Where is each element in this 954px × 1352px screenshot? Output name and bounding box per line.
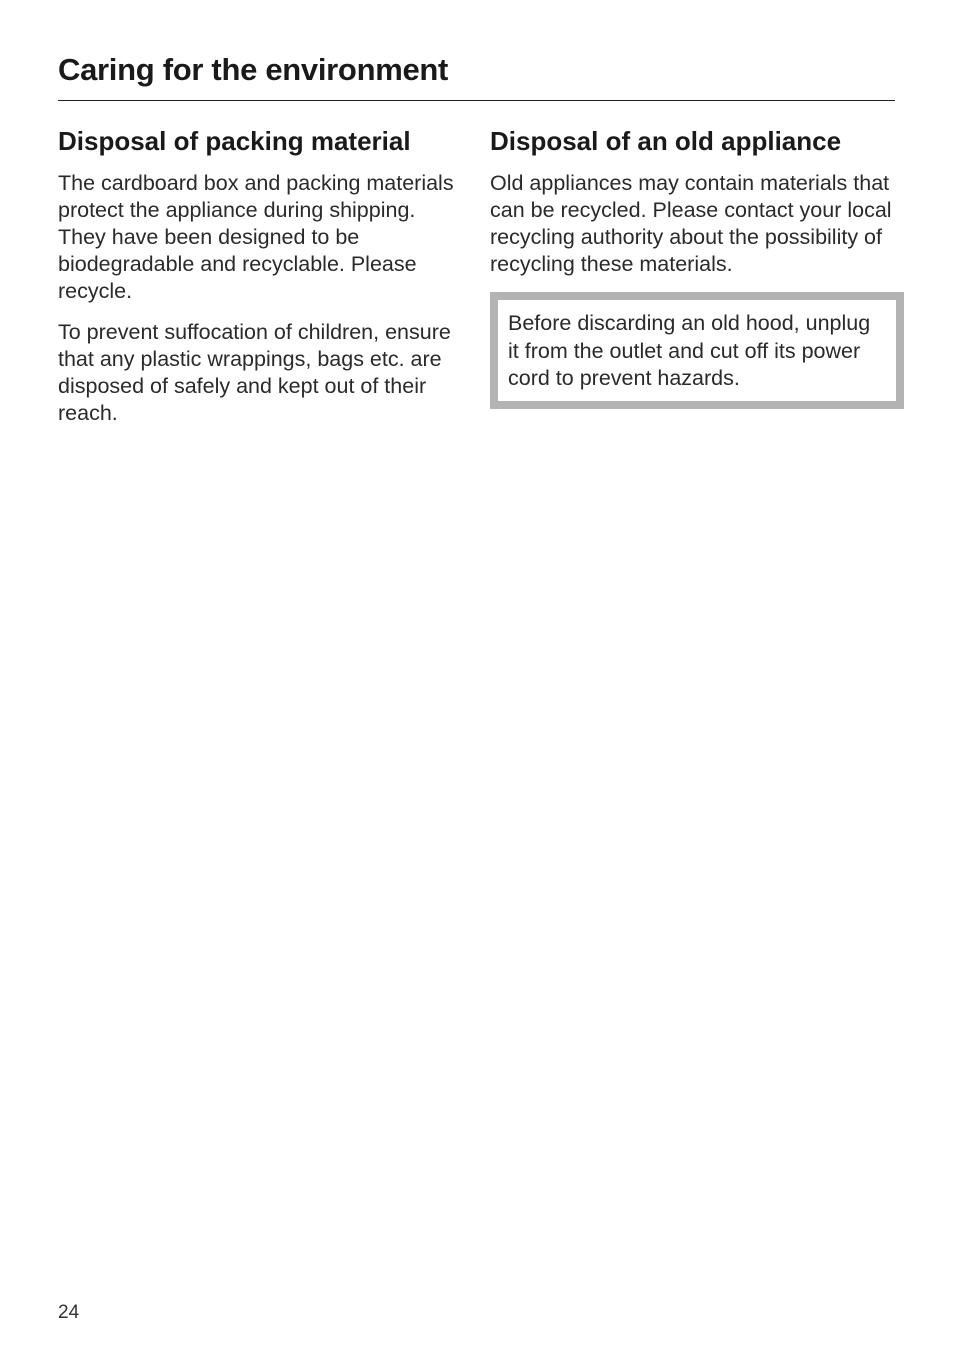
- old-appliance-section: [490, 123, 896, 409]
- packing-material-paragraph-1: The cardboard box and packing materials protect the appliance during shipping. They have been designed to be biodegradable and recyclable. Please recycle.: [58, 171, 454, 303]
- warning-notice-box: [490, 292, 904, 409]
- warning-notice-text: Before discarding an old hood, unplug it from the outlet and cut off its power cord to prevent hazards.: [508, 311, 871, 390]
- old-appliance-heading: Disposal of an old appliance: [490, 126, 842, 156]
- packing-material-section: [58, 123, 458, 441]
- page-number: 24: [58, 1302, 80, 1323]
- packing-material-paragraph-2: To prevent suffocation of children, ensure that any plastic wrappings, bags etc. are disposed of safely and kept out of their reach.: [58, 320, 451, 425]
- title-divider: [58, 100, 895, 101]
- old-appliance-paragraph: Old appliances may contain materials that can be recycled. Please contact your local recycling authority about the possibility of recycling these materials.: [490, 171, 892, 276]
- page-title: Caring for the environment: [58, 52, 449, 87]
- packing-material-heading: Disposal of packing material: [58, 126, 411, 156]
